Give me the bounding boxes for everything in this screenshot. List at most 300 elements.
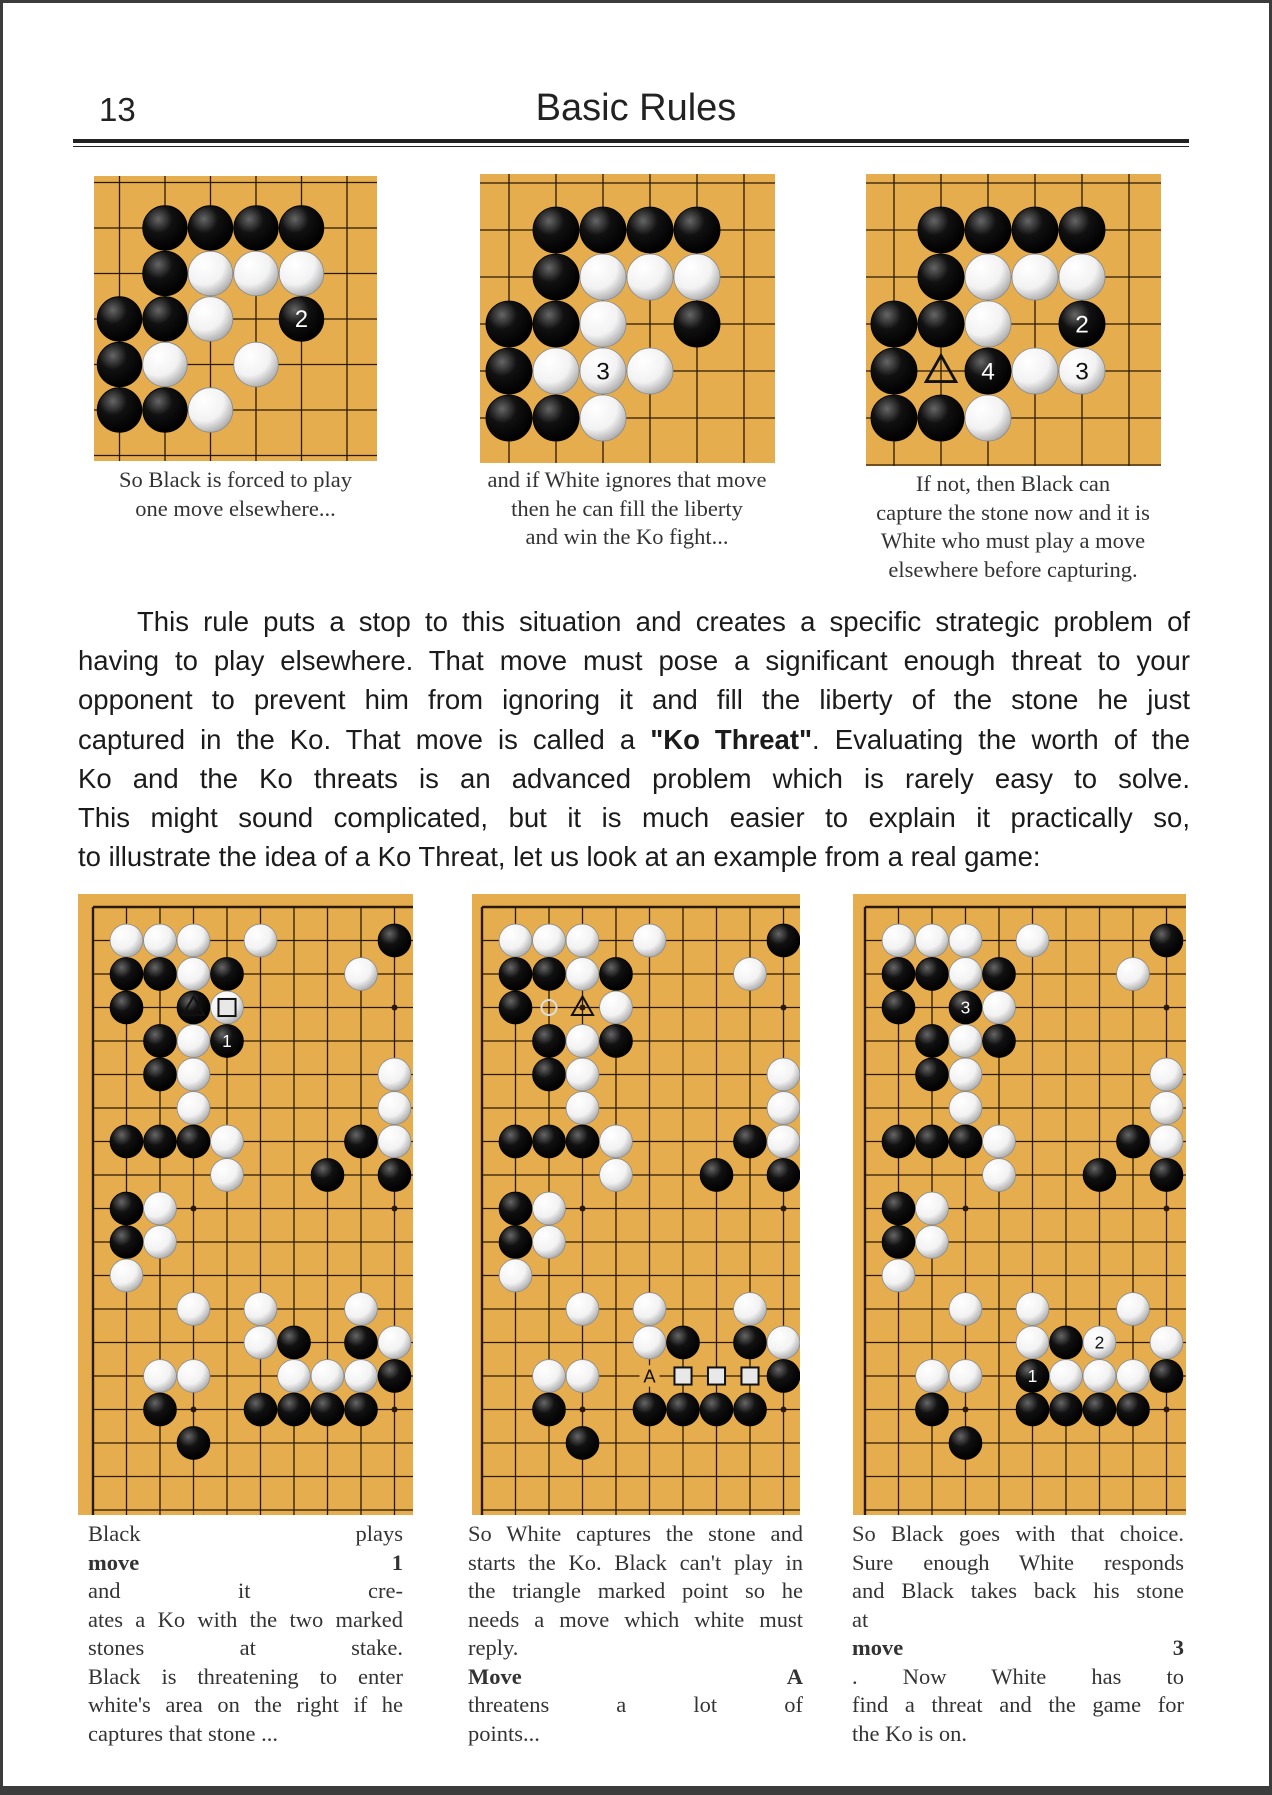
- black-stone: [1150, 1360, 1183, 1393]
- white-stone: [734, 1293, 767, 1326]
- white-stone: [580, 301, 626, 347]
- black-stone: [110, 1226, 143, 1259]
- caption-text: Black plays: [88, 1521, 403, 1546]
- white-stone: [1150, 1326, 1183, 1359]
- black-stone: [244, 1393, 277, 1426]
- caption-line: [88, 1634, 403, 1663]
- white-stone: [965, 254, 1011, 300]
- caption-text: the triangle marked point so he: [468, 1578, 803, 1603]
- black-stone: [533, 254, 579, 300]
- caption-line: [88, 1691, 403, 1720]
- white-stone: [110, 1259, 143, 1292]
- black-stone: [983, 958, 1016, 991]
- black-stone: [918, 207, 964, 253]
- black-stone: [1059, 301, 1105, 347]
- white-stone: [1016, 1293, 1049, 1326]
- white-stone: [144, 1192, 177, 1225]
- caption-text: starts the Ko. Black can't play in: [468, 1549, 803, 1575]
- black-stone: [600, 1025, 633, 1058]
- white-stone: [211, 1125, 244, 1158]
- paragraph-line: This might sound complicated, but it is much easier to explain it practically so,: [78, 802, 1190, 834]
- star-point: [781, 1407, 787, 1413]
- black-stone: [110, 1125, 143, 1158]
- caption-line: [468, 1720, 803, 1749]
- black-stone: [188, 206, 233, 251]
- white-stone: [177, 958, 210, 991]
- white-stone: [1016, 1326, 1049, 1359]
- black-stone: [97, 297, 142, 342]
- white-stone: [965, 301, 1011, 347]
- white-stone: [600, 991, 633, 1024]
- caption-line: [852, 1691, 1184, 1720]
- caption-text: white's area on the right if he: [88, 1692, 403, 1717]
- white-stone: [143, 342, 188, 387]
- black-stone: [143, 297, 188, 342]
- white-stone: [188, 388, 233, 433]
- move-number: 1: [1027, 1366, 1038, 1387]
- star-point: [580, 1005, 586, 1011]
- caption-line: capture the stone now and it is: [876, 499, 1150, 525]
- square-marker: [674, 1367, 691, 1384]
- black-stone: [600, 958, 633, 991]
- star-point: [1164, 1407, 1170, 1413]
- black-stone: [278, 1326, 311, 1359]
- move-number: 2: [1075, 311, 1089, 339]
- black-stone: [97, 388, 142, 433]
- white-stone: [916, 1360, 949, 1393]
- black-stone: [882, 1125, 915, 1158]
- paragraph-text: . Evaluating the worth of the: [812, 723, 1190, 755]
- black-stone: [983, 1025, 1016, 1058]
- white-stone: [244, 1293, 277, 1326]
- caption-line: then he can fill the liberty: [511, 495, 743, 521]
- black-stone: [627, 207, 673, 253]
- white-stone: [882, 924, 915, 957]
- move-number: 1: [222, 1031, 232, 1052]
- white-stone: [234, 342, 279, 387]
- white-stone: [1150, 1092, 1183, 1125]
- white-stone: [1012, 348, 1058, 394]
- book-page: [3, 3, 1269, 1786]
- black-stone: [566, 1427, 599, 1460]
- paragraph-line-ko-threat: [78, 720, 1190, 759]
- paragraph-line: to illustrate the idea of a Ko Threat, let us look at an example from a real game:: [78, 841, 1041, 873]
- caption-text: stones at stake.: [88, 1635, 403, 1660]
- caption-line: [852, 1720, 1184, 1749]
- black-stone: [734, 1125, 767, 1158]
- caption-line: [852, 1520, 1184, 1549]
- move-number: 3: [960, 997, 971, 1018]
- white-stone: [949, 1025, 982, 1058]
- black-stone: [110, 958, 143, 991]
- black-stone: [949, 1427, 982, 1460]
- black-stone: [533, 301, 579, 347]
- black-stone: [144, 1058, 177, 1091]
- letter-marker: A: [643, 1365, 656, 1387]
- star-point: [392, 1005, 398, 1011]
- black-stone: [311, 1393, 344, 1426]
- white-stone: [566, 1025, 599, 1058]
- caption-text: the Ko is on.: [852, 1720, 967, 1746]
- white-stone: [499, 1259, 532, 1292]
- caption-line: [852, 1549, 1184, 1578]
- white-stone: [627, 254, 673, 300]
- caption-top-3: [839, 470, 1187, 584]
- white-stone: [949, 958, 982, 991]
- black-stone: [345, 1125, 378, 1158]
- white-stone: [533, 1226, 566, 1259]
- caption-text: captures that stone ...: [88, 1720, 278, 1746]
- white-stone: [244, 1326, 277, 1359]
- white-stone: [188, 297, 233, 342]
- go-diagram-top-3: [866, 174, 1161, 466]
- black-stone: [633, 1393, 666, 1426]
- white-stone: [533, 924, 566, 957]
- black-stone: [378, 1159, 411, 1192]
- white-stone: [633, 1326, 666, 1359]
- caption-text: ates a Ko with the two marked: [88, 1606, 403, 1632]
- caption-line: [852, 1577, 1184, 1606]
- black-stone: [871, 348, 917, 394]
- black-stone: [916, 1125, 949, 1158]
- black-stone: [871, 395, 917, 441]
- caption-line: [88, 1520, 403, 1606]
- square-marker: [708, 1367, 725, 1384]
- star-point: [963, 1407, 969, 1413]
- white-stone: [1012, 254, 1058, 300]
- header-rule-thick: [73, 139, 1189, 143]
- caption-text: . Now White has to: [852, 1663, 1184, 1689]
- star-point: [580, 1407, 586, 1413]
- go-diagram-bottom-2: [472, 894, 800, 1515]
- header-rule-thin: [73, 146, 1189, 147]
- caption-line: and if White ignores that move: [487, 467, 767, 492]
- caption-text: reply.: [468, 1635, 519, 1660]
- caption-line: [468, 1549, 803, 1578]
- caption-line: [88, 1606, 403, 1635]
- black-stone: [279, 206, 324, 251]
- white-stone: [983, 1159, 1016, 1192]
- black-stone: [882, 991, 915, 1024]
- caption-line: one move elsewhere...: [135, 495, 336, 521]
- star-point: [392, 1206, 398, 1212]
- black-stone: [110, 991, 143, 1024]
- caption-line: elsewhere before capturing.: [888, 556, 1138, 582]
- black-stone: [533, 1125, 566, 1158]
- black-stone: [1016, 1393, 1049, 1426]
- white-stone: [949, 1058, 982, 1091]
- black-stone: [734, 1326, 767, 1359]
- black-stone: [499, 1125, 532, 1158]
- white-stone: [627, 348, 673, 394]
- caption-line: [852, 1606, 1184, 1692]
- black-stone: [143, 206, 188, 251]
- caption-text: Sure enough White responds: [852, 1549, 1184, 1575]
- white-stone: [533, 1192, 566, 1225]
- black-stone: [767, 1159, 800, 1192]
- white-stone: [378, 1125, 411, 1158]
- white-stone: [378, 1058, 411, 1091]
- paragraph-text: captured in the Ko. That move is called a: [78, 723, 651, 755]
- white-stone: [378, 1092, 411, 1125]
- black-stone: [667, 1393, 700, 1426]
- white-stone: [633, 1293, 666, 1326]
- black-stone: [916, 958, 949, 991]
- black-stone: [279, 297, 324, 342]
- caption-text: Black is threatening to enter: [88, 1663, 403, 1689]
- caption-line: [468, 1606, 803, 1635]
- caption-line: and win the Ko fight...: [525, 524, 729, 549]
- white-stone: [188, 251, 233, 296]
- black-stone: [378, 924, 411, 957]
- white-stone: [580, 395, 626, 441]
- white-stone: [566, 1293, 599, 1326]
- white-stone: [767, 1326, 800, 1359]
- go-diagram-bottom-3: [853, 894, 1186, 1515]
- star-point: [191, 1206, 197, 1212]
- white-stone: [767, 1125, 800, 1158]
- caption-line: If not, then Black can: [915, 471, 1111, 496]
- white-stone: [144, 1226, 177, 1259]
- black-stone: [1059, 207, 1105, 253]
- white-stone: [110, 924, 143, 957]
- white-stone: [345, 958, 378, 991]
- black-stone: [1016, 1360, 1049, 1393]
- black-stone: [211, 958, 244, 991]
- black-stone: [674, 301, 720, 347]
- black-stone: [916, 1393, 949, 1426]
- black-stone: [1083, 1159, 1116, 1192]
- caption-bottom-1: [88, 1520, 403, 1748]
- black-stone: [1150, 924, 1183, 957]
- white-stone: [566, 1092, 599, 1125]
- white-stone: [177, 1092, 210, 1125]
- black-stone: [211, 1025, 244, 1058]
- white-stone: [177, 924, 210, 957]
- white-stone: [244, 924, 277, 957]
- black-stone: [177, 1125, 210, 1158]
- black-stone: [916, 1025, 949, 1058]
- white-stone: [580, 254, 626, 300]
- go-diagram-top-1: [94, 176, 377, 461]
- caption-text: needs a move which white must: [468, 1606, 803, 1632]
- black-stone: [767, 1360, 800, 1393]
- black-stone: [1117, 1125, 1150, 1158]
- black-stone: [882, 1226, 915, 1259]
- black-stone: [533, 1393, 566, 1426]
- white-stone: [1150, 1058, 1183, 1091]
- white-stone: [983, 1125, 1016, 1158]
- black-stone: [734, 1393, 767, 1426]
- white-stone: [1117, 1293, 1150, 1326]
- move-number: 2: [1094, 1332, 1105, 1353]
- white-stone: [916, 1192, 949, 1225]
- black-stone: [1050, 1326, 1083, 1359]
- black-stone: [311, 1159, 344, 1192]
- white-stone: [882, 1259, 915, 1292]
- black-stone: [143, 251, 188, 296]
- white-stone: [916, 924, 949, 957]
- black-stone: [345, 1393, 378, 1426]
- white-stone: [949, 924, 982, 957]
- caption-text: and Black takes back his stone: [852, 1578, 1184, 1603]
- black-stone: [144, 1025, 177, 1058]
- black-stone: [667, 1326, 700, 1359]
- black-stone: [345, 1326, 378, 1359]
- black-stone: [533, 1058, 566, 1091]
- caption-bold-term: move 1: [88, 1549, 403, 1575]
- star-point: [191, 1407, 197, 1413]
- white-stone: [499, 924, 532, 957]
- black-stone: [674, 207, 720, 253]
- black-stone: [533, 207, 579, 253]
- black-stone: [144, 1125, 177, 1158]
- black-stone: [486, 348, 532, 394]
- caption-bottom-3: [852, 1520, 1184, 1748]
- black-stone: [499, 958, 532, 991]
- black-stone: [1083, 1393, 1116, 1426]
- black-stone: [1012, 207, 1058, 253]
- caption-line: [468, 1634, 803, 1720]
- caption-line: [88, 1663, 403, 1692]
- caption-top-1: [79, 466, 392, 523]
- page-title: Basic Rules: [535, 87, 737, 129]
- move-number: 3: [596, 358, 610, 386]
- black-stone: [499, 1226, 532, 1259]
- black-stone: [949, 991, 982, 1024]
- white-stone: [949, 1360, 982, 1393]
- black-stone: [949, 1125, 982, 1158]
- white-stone: [734, 958, 767, 991]
- black-stone: [882, 958, 915, 991]
- white-stone: [144, 1360, 177, 1393]
- white-stone: [767, 1058, 800, 1091]
- paragraph-line: having to play elsewhere. That move must pose a significant enough threat to your: [78, 645, 1190, 677]
- black-stone: [143, 388, 188, 433]
- black-stone: [767, 924, 800, 957]
- move-number: 3: [1075, 358, 1089, 386]
- black-stone: [110, 1192, 143, 1225]
- caption-bold-term: Move A: [468, 1663, 803, 1689]
- white-stone: [949, 1293, 982, 1326]
- black-stone: [533, 395, 579, 441]
- caption-text: So White captures the stone and: [468, 1521, 803, 1546]
- white-stone: [1016, 924, 1049, 957]
- black-stone: [144, 958, 177, 991]
- ko-threat-term: "Ko Threat": [650, 723, 813, 755]
- white-stone: [1083, 1360, 1116, 1393]
- black-stone: [234, 206, 279, 251]
- caption-text: threatens a lot of: [468, 1692, 803, 1717]
- black-stone: [700, 1393, 733, 1426]
- white-stone: [983, 991, 1016, 1024]
- white-stone: [311, 1360, 344, 1393]
- white-stone: [177, 1360, 210, 1393]
- body-paragraph: [78, 602, 1190, 876]
- black-stone: [1117, 1393, 1150, 1426]
- black-stone: [533, 958, 566, 991]
- black-stone: [278, 1393, 311, 1426]
- caption-line: [468, 1577, 803, 1606]
- black-stone: [882, 1192, 915, 1225]
- black-stone: [580, 207, 626, 253]
- move-number: 2: [294, 307, 309, 334]
- caption-line: So Black is forced to play: [118, 467, 353, 492]
- white-stone: [177, 1293, 210, 1326]
- page-number: 13: [99, 91, 136, 128]
- white-stone: [1150, 1125, 1183, 1158]
- white-stone: [533, 348, 579, 394]
- white-stone: [278, 1360, 311, 1393]
- white-stone: [279, 251, 324, 296]
- black-stone: [486, 395, 532, 441]
- white-stone: [767, 1092, 800, 1125]
- black-stone: [1050, 1393, 1083, 1426]
- move-number: 4: [981, 358, 995, 386]
- white-stone: [965, 395, 1011, 441]
- star-point: [1164, 1206, 1170, 1212]
- star-point: [392, 1407, 398, 1413]
- star-point: [580, 1206, 586, 1212]
- white-stone: [345, 1293, 378, 1326]
- white-stone: [345, 1360, 378, 1393]
- black-stone: [1150, 1159, 1183, 1192]
- black-stone: [965, 207, 1011, 253]
- white-stone: [949, 1092, 982, 1125]
- white-stone: [1059, 348, 1105, 394]
- black-stone: [533, 1025, 566, 1058]
- caption-line: [468, 1520, 803, 1549]
- caption-bold-term: move 3: [852, 1635, 1184, 1660]
- white-stone: [1117, 958, 1150, 991]
- caption-text: find a threat and the game for: [852, 1692, 1184, 1717]
- white-stone: [633, 924, 666, 957]
- black-stone: [965, 348, 1011, 394]
- white-stone: [1050, 1360, 1083, 1393]
- caption-bottom-2: [468, 1520, 803, 1748]
- white-stone: [566, 924, 599, 957]
- black-stone: [918, 254, 964, 300]
- black-stone: [918, 395, 964, 441]
- white-stone: [1117, 1360, 1150, 1393]
- black-stone: [144, 1393, 177, 1426]
- black-stone: [916, 1058, 949, 1091]
- caption-line: [88, 1720, 403, 1749]
- caption-text: So Black goes with that choice.: [852, 1521, 1184, 1546]
- caption-text: points...: [468, 1720, 540, 1746]
- white-stone: [234, 251, 279, 296]
- go-diagram-top-2: [480, 174, 775, 463]
- white-stone: [1059, 254, 1105, 300]
- caption-text: at: [852, 1606, 869, 1632]
- black-stone: [871, 301, 917, 347]
- white-stone: [177, 1025, 210, 1058]
- black-stone: [499, 991, 532, 1024]
- caption-text: and it cre-: [88, 1578, 403, 1603]
- black-stone: [918, 301, 964, 347]
- caption-line: White who must play a move: [880, 528, 1146, 553]
- white-stone: [566, 958, 599, 991]
- white-stone: [600, 1159, 633, 1192]
- white-stone: [211, 1159, 244, 1192]
- black-stone: [499, 1192, 532, 1225]
- white-stone: [580, 348, 626, 394]
- star-point: [963, 1206, 969, 1212]
- black-stone: [378, 1360, 411, 1393]
- white-stone: [566, 1058, 599, 1091]
- white-stone: [916, 1226, 949, 1259]
- paragraph-line: Ko and the Ko threats is an advanced problem which is rarely easy to solve.: [78, 762, 1190, 794]
